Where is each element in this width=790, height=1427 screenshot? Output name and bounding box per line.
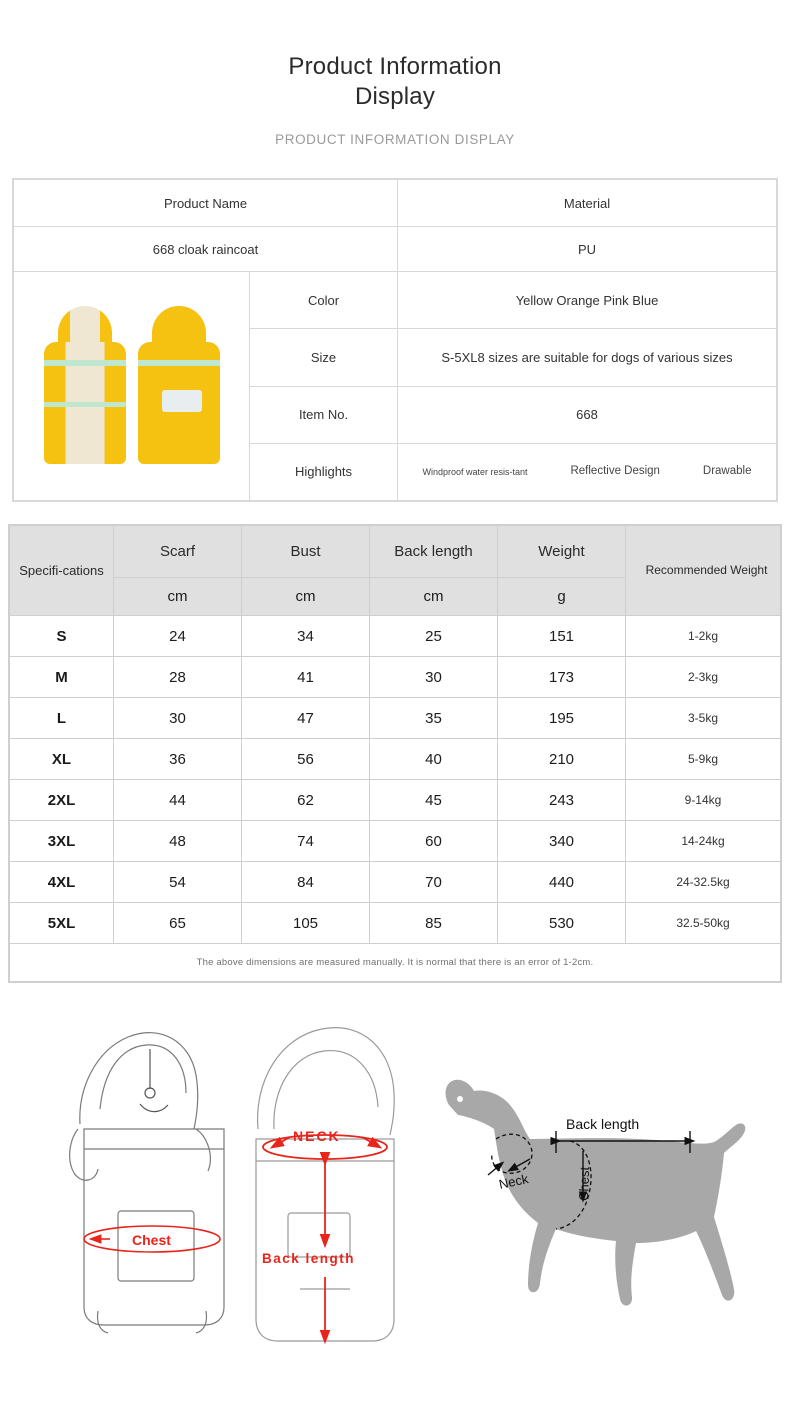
rec-4xl: 24-32.5kg: [626, 862, 781, 903]
chest-label: Chest: [132, 1232, 171, 1248]
back-xl: 40: [370, 739, 498, 780]
neck-measure-back: [263, 1128, 387, 1159]
spec-unit-4: g: [498, 578, 626, 616]
bust-xl: 56: [242, 739, 370, 780]
dog-silhouette: [446, 1080, 746, 1306]
back-length-measure: [262, 1159, 355, 1337]
scarf-m: 28: [114, 657, 242, 698]
neck-label-back: NECK: [293, 1128, 341, 1144]
raincoat-back-icon: [136, 306, 222, 466]
back-l: 35: [370, 698, 498, 739]
table-row: [10, 903, 781, 944]
weight-xl: 210: [498, 739, 626, 780]
size-value: S-5XL8 sizes are suitable for dogs of various sizes: [398, 329, 777, 386]
weight-4xl: 440: [498, 862, 626, 903]
color-label: Color: [250, 272, 398, 329]
item-no-value: 668: [398, 386, 777, 443]
scarf-3xl: 48: [114, 821, 242, 862]
color-value: Yellow Orange Pink Blue: [398, 272, 777, 329]
spec-col-header-5: Recommended Weight: [626, 526, 781, 616]
chest-measure-front: [84, 1226, 220, 1252]
rec-5xl: 32.5-50kg: [626, 903, 781, 944]
coat-front-diagram: [70, 1033, 224, 1333]
table-row: [10, 698, 781, 739]
rec-l: 3-5kg: [626, 698, 781, 739]
rec-xl: 5-9kg: [626, 739, 781, 780]
weight-s: 151: [498, 616, 626, 657]
material-header: Material: [398, 180, 777, 227]
size-spec-table: [8, 524, 782, 983]
rec-s: 1-2kg: [626, 616, 781, 657]
material-value: PU: [398, 227, 777, 272]
highlight-item-2: Reflective Design: [570, 465, 660, 478]
weight-5xl: 530: [498, 903, 626, 944]
spec-col-header-4: Weight: [498, 526, 626, 578]
spec-col-header-0: Specifi-cations: [10, 526, 114, 616]
scarf-s: 24: [114, 616, 242, 657]
measurement-note: The above dimensions are measured manually. It is normal that there is an error of 1-2cm.: [10, 944, 781, 982]
product-info-table: [12, 178, 778, 502]
spec-col-header-1: Scarf: [114, 526, 242, 578]
highlight-item-1: Windproof water resis-tant: [422, 466, 528, 477]
scarf-5xl: 65: [114, 903, 242, 944]
back-m: 30: [370, 657, 498, 698]
raincoat-illustration: [20, 282, 243, 490]
bust-l: 47: [242, 698, 370, 739]
highlights-value: [398, 443, 777, 500]
size-xl: XL: [10, 739, 114, 780]
size-label: Size: [250, 329, 398, 386]
table-row: [10, 821, 781, 862]
bust-3xl: 74: [242, 821, 370, 862]
measurement-diagram: [0, 989, 790, 1349]
dog-chest-label: Chest: [576, 1166, 593, 1202]
product-image: [14, 272, 250, 501]
page-header: [0, 0, 790, 147]
bust-2xl: 62: [242, 780, 370, 821]
page-title: Product Information Display: [288, 53, 502, 110]
spec-header-row: [10, 526, 781, 578]
scarf-2xl: 44: [114, 780, 242, 821]
back-length-label: Back length: [262, 1251, 356, 1266]
dog-neck-label: Neck: [497, 1171, 530, 1192]
highlight-item-3: Drawable: [702, 465, 752, 478]
table-row: [14, 272, 777, 329]
bust-m: 41: [242, 657, 370, 698]
back-2xl: 45: [370, 780, 498, 821]
back-s: 25: [370, 616, 498, 657]
table-row: [10, 657, 781, 698]
back-3xl: 60: [370, 821, 498, 862]
bust-s: 34: [242, 616, 370, 657]
bust-5xl: 105: [242, 903, 370, 944]
scarf-4xl: 54: [114, 862, 242, 903]
size-m: M: [10, 657, 114, 698]
rec-m: 2-3kg: [626, 657, 781, 698]
page-subtitle: PRODUCT INFORMATION DISPLAY: [275, 132, 515, 147]
product-name-header: Product Name: [14, 180, 398, 227]
rec-3xl: 14-24kg: [626, 821, 781, 862]
product-name-value: 668 cloak raincoat: [14, 227, 398, 272]
scarf-xl: 36: [114, 739, 242, 780]
spec-unit-1: cm: [114, 578, 242, 616]
raincoat-front-icon: [42, 306, 128, 466]
table-row: [14, 227, 777, 272]
table-row: [10, 780, 781, 821]
table-row: [10, 944, 781, 982]
back-5xl: 85: [370, 903, 498, 944]
size-4xl: 4XL: [10, 862, 114, 903]
size-3xl: 3XL: [10, 821, 114, 862]
rec-2xl: 9-14kg: [626, 780, 781, 821]
weight-3xl: 340: [498, 821, 626, 862]
table-row: [10, 862, 781, 903]
spec-col-header-2: Bust: [242, 526, 370, 578]
spec-unit-2: cm: [242, 578, 370, 616]
size-l: L: [10, 698, 114, 739]
back-4xl: 70: [370, 862, 498, 903]
spec-unit-3: cm: [370, 578, 498, 616]
item-no-label: Item No.: [250, 386, 398, 443]
scarf-l: 30: [114, 698, 242, 739]
size-s: S: [10, 616, 114, 657]
size-5xl: 5XL: [10, 903, 114, 944]
table-row: [10, 616, 781, 657]
weight-l: 195: [498, 698, 626, 739]
weight-m: 173: [498, 657, 626, 698]
dog-back-length-label: Back length: [566, 1116, 640, 1132]
spec-col-header-3: Back length: [370, 526, 498, 578]
table-row: [10, 739, 781, 780]
highlights-label: Highlights: [250, 443, 398, 500]
table-row: [14, 180, 777, 227]
bust-4xl: 84: [242, 862, 370, 903]
weight-2xl: 243: [498, 780, 626, 821]
size-2xl: 2XL: [10, 780, 114, 821]
